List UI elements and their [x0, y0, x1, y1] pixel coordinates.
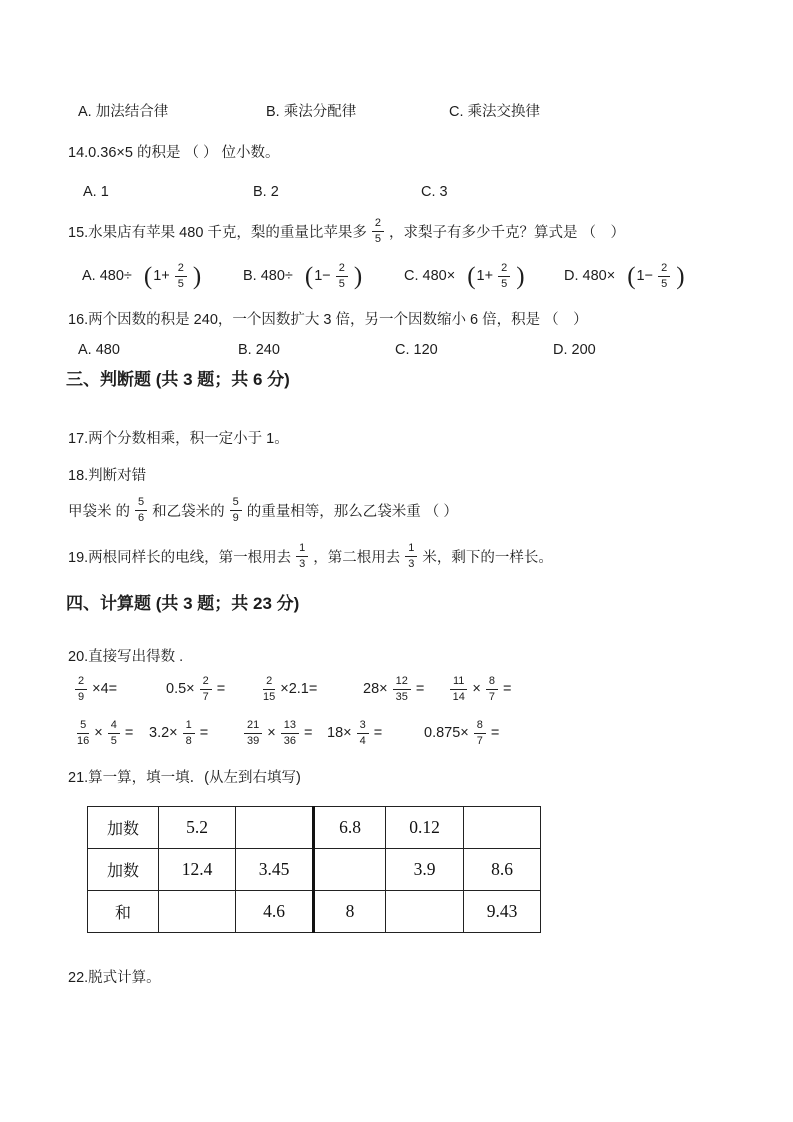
paren: (: [467, 262, 476, 290]
table-cell: 8: [314, 891, 386, 933]
fraction: $\frac{2}{5}$: [336, 262, 348, 290]
fraction: $\frac{1}{3}$: [405, 542, 417, 570]
expr-text: 0.5×: [166, 681, 195, 697]
q19-text: [68, 534, 553, 578]
expr-text: D. 480×: [564, 268, 616, 284]
table-cell: 8.6: [464, 849, 541, 891]
expr-text: ，第二根用去: [313, 549, 401, 566]
table-cell: 0.12: [386, 807, 464, 849]
fraction: $\frac{2}{5}$: [372, 217, 384, 245]
fraction: $\frac{5}{16}$: [77, 719, 90, 747]
expr-text: ×: [267, 725, 276, 741]
fraction: $\frac{2}{9}$: [75, 675, 87, 703]
expr-text: =: [216, 681, 226, 697]
expr-text: B. 480÷: [243, 268, 293, 284]
expr-text: 18×: [327, 725, 352, 741]
calc-item-2-2: [149, 710, 208, 756]
q15-text: [68, 211, 625, 251]
fraction: $\frac{2}{15}$: [263, 675, 276, 703]
row-label: 和: [88, 891, 159, 933]
expr-text: 3.2×: [149, 725, 178, 741]
expr-text: =: [199, 725, 209, 741]
expr-text: 的重量相等，那么乙袋米重 （ ）: [246, 503, 458, 520]
expr-text: ×4=: [92, 681, 118, 697]
q14-option-a: A. 1: [83, 184, 109, 200]
expr-text: =: [503, 681, 512, 697]
fraction: $\frac{5}{9}$: [230, 496, 242, 524]
expr-text: 米，剩下的一样长。: [422, 549, 553, 566]
fraction: $\frac{12}{35}$: [393, 675, 411, 703]
table-row-addend-2: [88, 849, 541, 891]
table-cell: 6.8: [314, 807, 386, 849]
q14-option-c: C. 3: [421, 184, 448, 200]
calc-item-1-1: [70, 666, 117, 712]
fraction: $\frac{8}{7}$: [486, 675, 498, 703]
fraction: $\frac{1}{8}$: [183, 719, 195, 747]
table-cell: 5.2: [159, 807, 236, 849]
paren: ): [676, 262, 685, 290]
q13-option-b: B. 乘法分配律: [266, 104, 357, 120]
q15-option-a: [82, 252, 202, 300]
fraction: $\frac{1}{3}$: [296, 542, 308, 570]
table-cell: [314, 849, 386, 891]
expr-text: 1+: [153, 268, 170, 284]
q15-option-b: [243, 252, 363, 300]
q14-option-b: B. 2: [253, 184, 279, 200]
calc-item-2-1: [72, 710, 133, 756]
paren: ): [192, 262, 202, 290]
table-cell: 3.45: [236, 849, 314, 891]
q17-text: 17.两个分数相乘，积一定小于 1。: [68, 431, 289, 447]
calc-item-1-4: [363, 666, 424, 712]
paren: (: [143, 262, 153, 290]
addition-table: [87, 806, 541, 933]
table-cell: [464, 807, 541, 849]
expr-text: 1−: [636, 268, 654, 284]
q20-text: 20.直接写出得数 .: [68, 649, 184, 665]
expr-text: ，求梨子有多少千克？算式是 （ ）: [389, 224, 626, 241]
calc-item-1-3: [258, 666, 317, 712]
q16-option-b: B. 240: [238, 342, 280, 358]
fraction: $\frac{5}{6}$: [135, 496, 147, 524]
paren: ): [516, 262, 525, 290]
q18-text: 18.判断对错: [68, 468, 147, 484]
q21-text: 21.算一算，填一填．(从左到右填写): [68, 770, 301, 786]
expr-text: 28×: [363, 681, 388, 697]
q16-option-a: A. 480: [78, 342, 120, 358]
calc-item-1-2: [166, 666, 225, 712]
calc-item-2-4: [327, 710, 382, 756]
calc-row-1: [0, 666, 793, 712]
fraction: $\frac{3}{4}$: [357, 719, 369, 747]
expr-text: 0.875×: [424, 725, 469, 741]
q15-option-c: [404, 252, 526, 300]
section-4-title: 四、计算题 (共 3 题；共 23 分): [66, 594, 300, 613]
row-label: 加数: [88, 849, 159, 891]
q16-text: 16.两个因数的积是 240，一个因数扩大 3 倍，另一个因数缩小 6 倍，积是 （ ）: [68, 312, 588, 328]
expr-text: 甲袋米 的: [68, 503, 131, 520]
calc-item-2-5: [424, 710, 499, 756]
fraction: $\frac{2}{5}$: [498, 262, 510, 290]
table-cell: 4.6: [236, 891, 314, 933]
fraction: $\frac{2}{5}$: [658, 262, 670, 290]
table-cell: [159, 891, 236, 933]
expr-text: ×: [472, 681, 481, 697]
expr-text: =: [373, 725, 383, 741]
table-cell: 3.9: [386, 849, 464, 891]
q16-option-c: C. 120: [395, 342, 438, 358]
table-cell: [386, 891, 464, 933]
section-3-title: 三、判断题 (共 3 题；共 6 分): [66, 370, 290, 389]
fraction: $\frac{13}{36}$: [281, 719, 299, 747]
paren: ): [353, 262, 363, 290]
calc-row-2: [0, 710, 793, 756]
expr-text: 15.水果店有苹果 480 千克，梨的重量比苹果多: [68, 224, 367, 241]
expr-text: =: [303, 725, 313, 741]
row-label: 加数: [88, 807, 159, 849]
expr-text: ×: [94, 725, 103, 741]
calc-item-1-5: [445, 666, 511, 712]
calc-item-2-3: [239, 710, 312, 756]
fraction: $\frac{21}{39}$: [244, 719, 262, 747]
expr-text: 1−: [314, 268, 331, 284]
expr-text: ×2.1=: [280, 681, 318, 697]
expr-text: =: [415, 681, 425, 697]
q14-options-row: [0, 184, 793, 210]
table-cell: [236, 807, 314, 849]
q13-options-row: [0, 100, 793, 126]
fraction: $\frac{4}{5}$: [108, 719, 120, 747]
table-row-sum: [88, 891, 541, 933]
fraction: $\frac{11}{14}$: [450, 675, 467, 703]
table-row-addend-1: [88, 807, 541, 849]
fraction: $\frac{2}{7}$: [200, 675, 212, 703]
table-cell: 9.43: [464, 891, 541, 933]
q18-statement: [68, 488, 458, 532]
expr-text: =: [490, 725, 500, 741]
q15-options-row: [0, 252, 793, 300]
q14-text: 14.0.36×5 的积是 （ ） 位小数。: [68, 145, 280, 161]
expr-text: 和乙袋米的: [152, 503, 225, 520]
expr-text: 19.两根同样长的电线，第一根用去: [68, 549, 292, 566]
fraction: $\frac{8}{7}$: [474, 719, 486, 747]
expr-text: C. 480×: [404, 268, 456, 284]
paren: (: [304, 262, 314, 290]
expr-text: 1+: [476, 268, 494, 284]
q15-option-d: [564, 252, 686, 300]
q13-option-c: C. 乘法交换律: [449, 104, 541, 120]
q22-text: 22.脱式计算。: [68, 970, 161, 986]
expr-text: =: [124, 725, 134, 741]
q16-option-d: D. 200: [553, 342, 596, 358]
paren: (: [627, 262, 636, 290]
table-cell: 12.4: [159, 849, 236, 891]
fraction: $\frac{2}{5}$: [175, 262, 187, 290]
q13-option-a: A. 加法结合律: [78, 104, 169, 120]
expr-text: A. 480÷: [82, 268, 132, 284]
